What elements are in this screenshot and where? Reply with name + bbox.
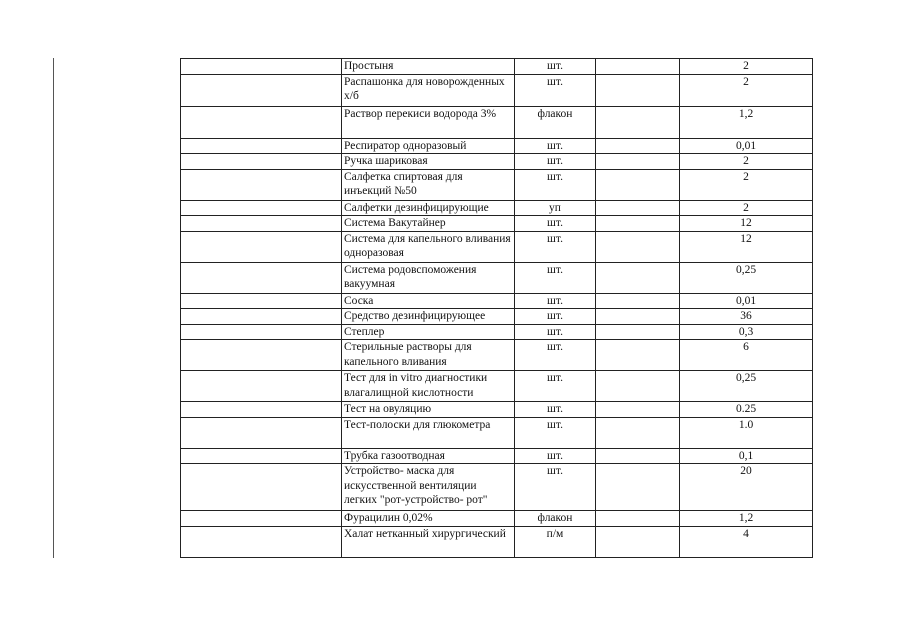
table-row <box>181 169 813 200</box>
item-unit: шт. <box>515 138 596 154</box>
item-name: Респиратор одноразовый <box>342 138 515 154</box>
item-unit: шт. <box>515 74 596 106</box>
item-quantity: 2 <box>680 154 813 170</box>
item-quantity: 0,1 <box>680 448 813 464</box>
empty-cell <box>596 106 680 138</box>
item-quantity: 0,01 <box>680 138 813 154</box>
empty-cell <box>596 526 680 557</box>
item-name: Система для капельного вливания одноразовая <box>342 231 515 262</box>
empty-cell <box>181 402 342 418</box>
table-row <box>181 340 813 371</box>
table-row <box>181 448 813 464</box>
empty-cell <box>181 154 342 170</box>
item-quantity: 6 <box>680 340 813 371</box>
table-row <box>181 526 813 557</box>
empty-cell <box>181 169 342 200</box>
empty-cell <box>596 371 680 402</box>
table-row <box>181 59 813 75</box>
item-quantity: 0,3 <box>680 324 813 340</box>
empty-cell <box>181 324 342 340</box>
empty-cell <box>181 216 342 232</box>
empty-cell <box>596 169 680 200</box>
item-unit: шт. <box>515 59 596 75</box>
item-name: Фурацилин 0,02% <box>342 511 515 527</box>
table-row <box>181 200 813 216</box>
item-unit: флакон <box>515 511 596 527</box>
empty-cell <box>596 340 680 371</box>
item-unit: п/м <box>515 526 596 557</box>
item-quantity: 2 <box>680 169 813 200</box>
item-unit: шт. <box>515 216 596 232</box>
item-quantity: 20 <box>680 464 813 511</box>
empty-cell <box>181 417 342 448</box>
item-unit: уп <box>515 200 596 216</box>
item-unit: шт. <box>515 371 596 402</box>
empty-cell <box>181 526 342 557</box>
empty-cell <box>596 138 680 154</box>
empty-cell <box>181 138 342 154</box>
empty-cell <box>181 293 342 309</box>
empty-cell <box>596 464 680 511</box>
item-quantity: 36 <box>680 309 813 325</box>
item-name: Тест-полоски для глюкометра <box>342 417 515 448</box>
item-quantity: 0,25 <box>680 262 813 293</box>
table-row <box>181 464 813 511</box>
item-name: Трубка газоотводная <box>342 448 515 464</box>
item-quantity: 0.25 <box>680 402 813 418</box>
item-name: Система родовспоможения вакуумная <box>342 262 515 293</box>
item-name: Система Вакутайнер <box>342 216 515 232</box>
item-name: Салфетка спиртовая для инъекций №50 <box>342 169 515 200</box>
table-row <box>181 417 813 448</box>
item-quantity: 1.0 <box>680 417 813 448</box>
table-row <box>181 138 813 154</box>
table-row <box>181 511 813 527</box>
item-name: Соска <box>342 293 515 309</box>
item-quantity: 0,01 <box>680 293 813 309</box>
item-unit: шт. <box>515 340 596 371</box>
empty-cell <box>596 154 680 170</box>
empty-cell <box>181 200 342 216</box>
empty-cell <box>181 340 342 371</box>
item-unit: шт. <box>515 169 596 200</box>
item-quantity: 12 <box>680 231 813 262</box>
empty-cell <box>181 106 342 138</box>
item-name: Стерильные растворы для капельного вливания <box>342 340 515 371</box>
item-unit: шт. <box>515 464 596 511</box>
table-row <box>181 106 813 138</box>
table-row <box>181 231 813 262</box>
item-name: Степлер <box>342 324 515 340</box>
item-name: Устройство- маска для искусственной вентиляции легких "рот-устройство- рот" <box>342 464 515 511</box>
item-quantity: 1,2 <box>680 511 813 527</box>
item-quantity: 4 <box>680 526 813 557</box>
item-quantity: 2 <box>680 200 813 216</box>
empty-cell <box>181 511 342 527</box>
empty-cell <box>596 216 680 232</box>
empty-cell <box>596 448 680 464</box>
item-name: Раствор перекиси водорода 3% <box>342 106 515 138</box>
table-row <box>181 309 813 325</box>
empty-cell <box>596 262 680 293</box>
empty-cell <box>596 417 680 448</box>
item-unit: шт. <box>515 309 596 325</box>
supplies-table <box>180 58 813 558</box>
empty-cell <box>181 309 342 325</box>
empty-cell <box>181 74 342 106</box>
item-unit: шт. <box>515 417 596 448</box>
item-unit: шт. <box>515 231 596 262</box>
item-name: Распашонка для новорожденных х/б <box>342 74 515 106</box>
table-row <box>181 324 813 340</box>
table-row <box>181 293 813 309</box>
item-unit: шт. <box>515 293 596 309</box>
empty-cell <box>181 464 342 511</box>
item-name: Тест для in vitro диагностики влагалищной кислотности <box>342 371 515 402</box>
item-unit: шт. <box>515 154 596 170</box>
item-name: Средство дезинфицирующее <box>342 309 515 325</box>
item-quantity: 1,2 <box>680 106 813 138</box>
item-unit: шт. <box>515 402 596 418</box>
empty-cell <box>596 59 680 75</box>
item-quantity: 12 <box>680 216 813 232</box>
table-row <box>181 262 813 293</box>
empty-cell <box>596 309 680 325</box>
empty-cell <box>181 59 342 75</box>
empty-cell <box>181 231 342 262</box>
empty-cell <box>181 448 342 464</box>
table-row <box>181 402 813 418</box>
item-quantity: 2 <box>680 59 813 75</box>
empty-cell <box>596 231 680 262</box>
page-margin-line <box>53 58 54 558</box>
table-row <box>181 154 813 170</box>
empty-cell <box>596 293 680 309</box>
empty-cell <box>596 511 680 527</box>
item-quantity: 2 <box>680 74 813 106</box>
item-unit: шт. <box>515 324 596 340</box>
table-row <box>181 216 813 232</box>
item-name: Халат нетканный хирургический <box>342 526 515 557</box>
empty-cell <box>181 371 342 402</box>
table-row <box>181 74 813 106</box>
item-quantity: 0,25 <box>680 371 813 402</box>
item-name: Салфетки дезинфицирующие <box>342 200 515 216</box>
item-unit: шт. <box>515 448 596 464</box>
item-name: Ручка шариковая <box>342 154 515 170</box>
empty-cell <box>181 262 342 293</box>
empty-cell <box>596 200 680 216</box>
table-row <box>181 371 813 402</box>
item-unit: флакон <box>515 106 596 138</box>
empty-cell <box>596 74 680 106</box>
item-name: Тест на овуляцию <box>342 402 515 418</box>
item-unit: шт. <box>515 262 596 293</box>
empty-cell <box>596 402 680 418</box>
item-name: Простыня <box>342 59 515 75</box>
empty-cell <box>596 324 680 340</box>
